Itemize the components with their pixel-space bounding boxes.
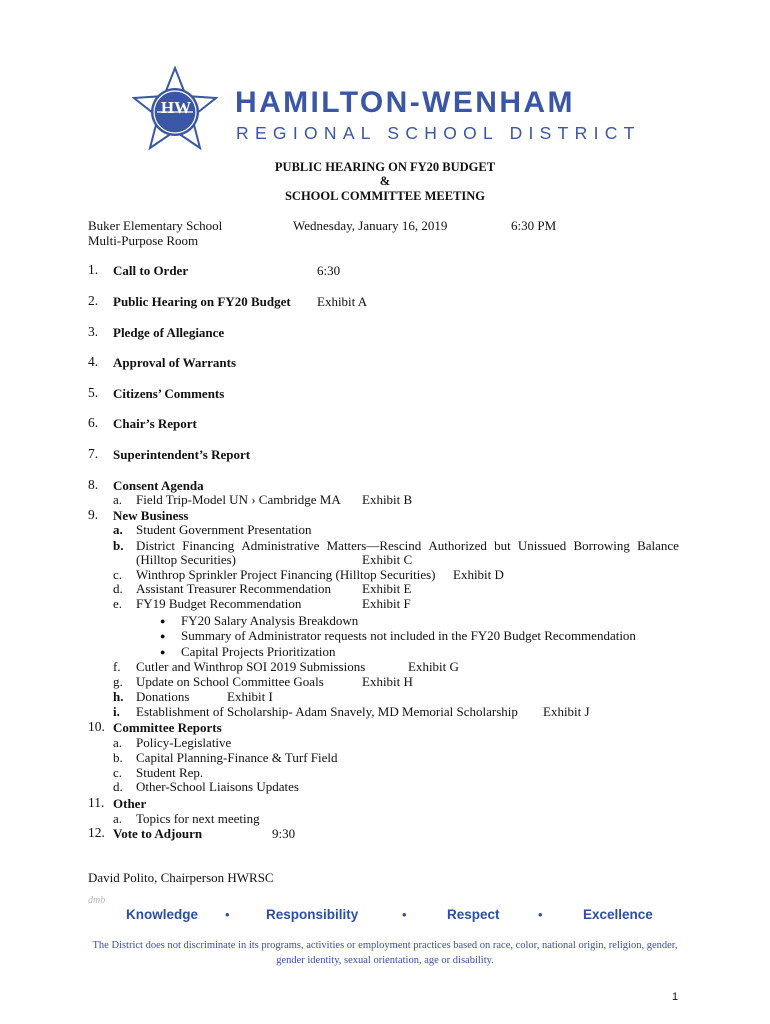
- sub-letter: c.: [113, 765, 123, 780]
- title-line-3: SCHOOL COMMITTEE MEETING: [284, 189, 486, 203]
- word: Matters—Rescind: [326, 538, 422, 553]
- word: Administrative: [241, 538, 320, 553]
- title-line-2: &: [379, 174, 391, 188]
- value-responsibility: Responsibility: [266, 907, 359, 922]
- sub-item-exhibit: Exhibit G: [408, 659, 459, 674]
- sub-item-text: Other-School Liaisons Updates: [136, 779, 299, 794]
- sub-item-exhibit: Exhibit H: [362, 674, 413, 689]
- item-number: 11.: [88, 795, 105, 810]
- item-number: 3.: [88, 324, 99, 339]
- sub-item-text: Assistant Treasurer Recommendation: [136, 581, 331, 596]
- word: Unissued: [517, 538, 567, 553]
- word: Borrowing: [573, 538, 630, 553]
- sub-item-exhibit: Exhibit J: [543, 704, 590, 719]
- word: Financing: [182, 538, 235, 553]
- word: Authorized: [428, 538, 487, 553]
- bullet-item: FY20 Salary Analysis Breakdown: [181, 613, 359, 628]
- sub-item-text: FY19 Budget Recommendation: [136, 596, 302, 611]
- sub-item-text: Cutler and Winthrop SOI 2019 Submissions: [136, 659, 366, 674]
- sub-item-text: Student Government Presentation: [136, 522, 312, 537]
- bullet-icon: ●: [160, 616, 166, 626]
- separator-bullet-icon: •: [538, 907, 543, 922]
- sub-item-text-cont: (Hilltop Securities): [136, 552, 237, 567]
- item-number: 10.: [88, 719, 105, 734]
- bullet-icon: ●: [160, 631, 166, 641]
- item-number: 8.: [88, 477, 99, 492]
- sub-item-text: Capital Planning-Finance & Turf Field: [136, 750, 338, 765]
- item-number: 12.: [88, 825, 105, 840]
- item-number: 1.: [88, 262, 99, 277]
- separator-bullet-icon: •: [225, 907, 230, 922]
- sub-item-text: Donations: [136, 689, 190, 704]
- sub-item-exhibit: Exhibit F: [362, 596, 411, 611]
- sub-item-exhibit: Exhibit I: [227, 689, 273, 704]
- logo-initials: HW: [160, 98, 192, 117]
- meeting-date: Wednesday, January 16, 2019: [293, 218, 448, 233]
- item-number: 4.: [88, 354, 99, 369]
- nondiscrimination-statement-cont: gender identity, sexual orientation, age or disability.: [276, 955, 494, 966]
- item-number: 6.: [88, 415, 99, 430]
- separator-bullet-icon: •: [402, 907, 407, 922]
- sub-item-exhibit: Exhibit D: [453, 567, 504, 582]
- meeting-room: Multi-Purpose Room: [88, 233, 199, 248]
- sub-letter: g.: [113, 674, 123, 689]
- sub-letter: d.: [113, 581, 123, 596]
- sub-letter: c.: [113, 567, 123, 582]
- sub-item-text: Field Trip-Model UN › Cambridge MA: [136, 492, 341, 507]
- value-knowledge: Knowledge: [126, 907, 199, 922]
- item-consent-agenda: Consent Agenda: [113, 478, 204, 493]
- bullet-icon: ●: [160, 647, 166, 657]
- sub-letter: a.: [113, 735, 123, 750]
- district-name: HAMILTON-WENHAM: [235, 86, 575, 119]
- sub-letter: f.: [113, 659, 121, 674]
- sub-letter: a.: [113, 522, 123, 537]
- item-value: 9:30: [272, 826, 296, 841]
- sub-letter: a.: [113, 811, 123, 826]
- word: but: [494, 538, 511, 553]
- item-number: 5.: [88, 385, 99, 400]
- word: District: [136, 538, 175, 553]
- typist-initials: dmb: [88, 895, 106, 906]
- item-pledge: Pledge of Allegiance: [113, 325, 225, 340]
- sub-item-text: Topics for next meeting: [136, 811, 260, 826]
- sub-item-exhibit: Exhibit C: [362, 552, 413, 567]
- sub-item-text: Update on School Committee Goals: [136, 674, 324, 689]
- sub-letter: d.: [113, 779, 123, 794]
- title-line-1: PUBLIC HEARING ON FY20 BUDGET: [274, 160, 496, 174]
- sub-letter: e.: [113, 596, 123, 611]
- bullet-item: Capital Projects Prioritization: [181, 644, 336, 659]
- item-number: 2.: [88, 293, 99, 308]
- item-superintendents-report: Superintendent’s Report: [113, 447, 251, 462]
- sub-item-text: Winthrop Sprinkler Project Financing (Hilltop Securities): [136, 567, 436, 582]
- item-other: Other: [113, 796, 147, 811]
- item-new-business: New Business: [113, 508, 189, 523]
- item-warrants: Approval of Warrants: [113, 355, 237, 370]
- item-call-to-order: Call to Order: [113, 263, 189, 278]
- value-respect: Respect: [447, 907, 500, 922]
- nondiscrimination-statement: The District does not discriminate in its programs, activities or employment practices based on race, color, national origin, religion, gender,: [92, 940, 678, 951]
- page-number: 1: [672, 991, 679, 1003]
- sub-item-exhibit: Exhibit E: [362, 581, 412, 596]
- district-subtitle: REGIONAL SCHOOL DISTRICT: [236, 123, 641, 143]
- word: Balance: [637, 538, 679, 553]
- item-value: 6:30: [317, 263, 341, 278]
- sub-item-exhibit: Exhibit B: [362, 492, 413, 507]
- sub-item-text: Establishment of Scholarship- Adam Snavely, MD Memorial Scholarship: [136, 704, 518, 719]
- item-vote-to-adjourn: Vote to Adjourn: [113, 826, 203, 841]
- item-exhibit: Exhibit A: [317, 294, 368, 309]
- sub-item-text: Policy-Legislative: [136, 735, 232, 750]
- item-chairs-report: Chair’s Report: [113, 416, 197, 431]
- sub-letter: b.: [113, 538, 124, 553]
- item-number: 7.: [88, 446, 99, 461]
- sub-letter: i.: [113, 704, 120, 719]
- value-excellence: Excellence: [583, 907, 653, 922]
- sub-letter: b.: [113, 750, 123, 765]
- item-public-hearing: Public Hearing on FY20 Budget: [113, 294, 291, 309]
- sub-item-text: Student Rep.: [136, 765, 204, 780]
- item-citizens-comments: Citizens’ Comments: [113, 386, 225, 401]
- sub-letter: h.: [113, 689, 124, 704]
- item-number: 9.: [88, 507, 99, 522]
- sub-letter: a.: [113, 492, 123, 507]
- meeting-location: Buker Elementary School: [88, 218, 223, 233]
- meeting-time: 6:30 PM: [511, 218, 557, 233]
- item-committee-reports: Committee Reports: [113, 720, 222, 735]
- bullet-item: Summary of Administrator requests not included in the FY20 Budget Recommendation: [181, 628, 636, 643]
- chairperson-signature: David Polito, Chairperson HWRSC: [88, 870, 274, 885]
